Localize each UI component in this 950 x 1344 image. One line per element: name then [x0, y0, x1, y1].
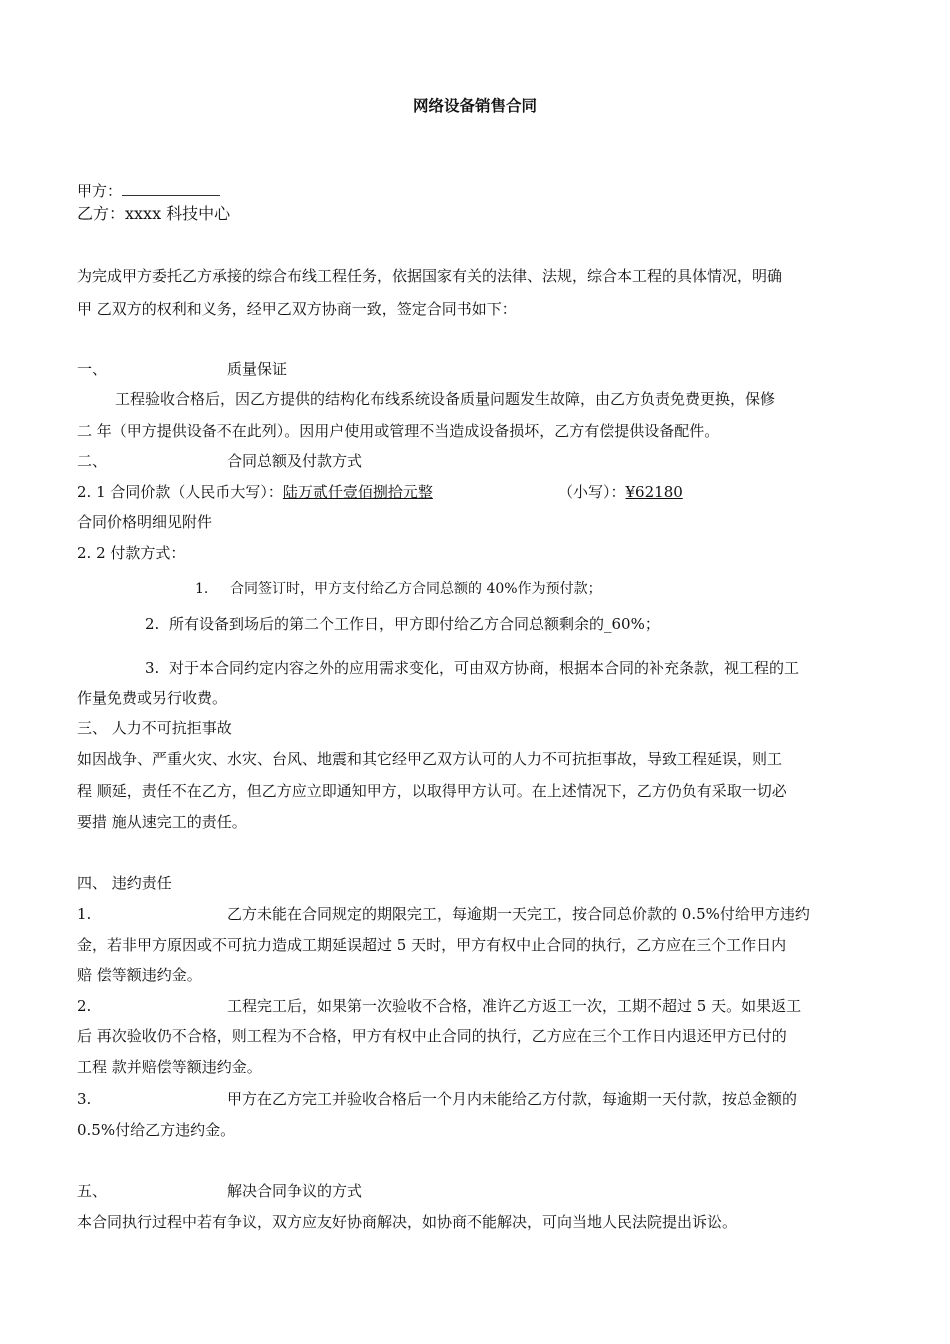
- section-5-heading: 解决合同争议的方式: [227, 1182, 363, 1200]
- section-3-line-3: 要措 施从速完工的责任。: [77, 813, 247, 831]
- payment-item-2: 所有设备到场后的第二个工作日，甲方即付给乙方合同总额剩余的_60%；: [169, 615, 660, 633]
- clause-2-line-2: 后 再次验收仍不合格，则工程为不合格，甲方有权中止合同的执行，乙方应在三个工作日内退还甲方已付的: [77, 1027, 787, 1045]
- clause-3-line-1: 甲方在乙方完工并验收合格后一个月内未能给乙方付款，每逾期一天付款，按总金额的: [227, 1090, 798, 1108]
- payment-item-2-number: 2.: [145, 615, 160, 633]
- payment-item-3-line-2: 作量免费或另行收费。: [77, 689, 228, 707]
- document-title: 网络设备销售合同: [412, 97, 537, 115]
- section-1-heading: 质量保证: [227, 360, 288, 378]
- price-small-label: （小写）：: [558, 483, 626, 501]
- clause-3-number: 3.: [77, 1090, 92, 1108]
- payment-item-1: 合同签订时，甲方支付给乙方合同总额的 40%作为预付款；: [230, 581, 602, 597]
- payment-item-3-number: 3.: [145, 659, 160, 677]
- section-1-line-2: 二 年（甲方提供设备不在此列）。因用户使用或管理不当造成设备损坏，乙方有偿提供设备配件。: [77, 422, 720, 440]
- section-5-number: 五、: [77, 1182, 108, 1200]
- party-a-blank: [122, 181, 220, 196]
- section-2-number: 二、: [77, 452, 108, 470]
- price-lower: ¥62180: [625, 483, 683, 501]
- section-4-heading: 四、 违约责任: [77, 874, 172, 892]
- payment-item-1-number: 1.: [195, 581, 209, 597]
- party-b: 乙方：xxxx 科技中心: [77, 204, 231, 223]
- intro-line-2: 甲 乙双方的权利和义务，经甲乙双方协商一致，签定合同书如下：: [77, 300, 517, 318]
- section-3-heading: 三、 人力不可抗拒事故: [77, 719, 232, 737]
- intro-line-1: 为完成甲方委托乙方承接的综合布线工程任务，依据国家有关的法律、法规，综合本工程的具体情况，明确: [77, 267, 783, 285]
- payment-title: 2. 2 付款方式：: [77, 544, 186, 562]
- contract-price-line: [77, 482, 433, 502]
- section-3-line-1: 如因战争、严重火灾、水灾、台风、地震和其它经甲乙双方认可的人力不可抗拒事故，导致工程延误，则工: [77, 750, 783, 768]
- section-1-line-1: 工程验收合格后，因乙方提供的结构化布线系统设备质量问题发生故障，由乙方负责免费更换，保修: [115, 390, 776, 408]
- clause-2-line-1: 工程完工后，如果第一次验收不合格，准许乙方返工一次，工期不超过 5 天。如果返工: [227, 997, 802, 1015]
- price-prefix: 2. 1 合同价款（人民币大写）：: [77, 483, 283, 501]
- price-small-line: [558, 482, 683, 502]
- clause-1-number: 1.: [77, 905, 92, 923]
- party-a-line: [77, 181, 220, 201]
- clause-2-line-3: 工程 款并赔偿等额违约金。: [77, 1058, 262, 1076]
- section-1-number: 一、: [77, 360, 108, 378]
- payment-item-3-line-1: 对于本合同约定内容之外的应用需求变化，可由双方协商，根据本合同的补充条款，视工程的工: [169, 659, 800, 677]
- section-5-line: 本合同执行过程中若有争议，双方应友好协商解决，如协商不能解决，可向当地人民法院提出诉讼。: [77, 1213, 738, 1231]
- clause-2-number: 2.: [77, 997, 92, 1015]
- price-note: 合同价格明细见附件: [77, 513, 213, 531]
- party-a-label: 甲方：: [77, 182, 123, 200]
- clause-1-line-2: 金，若非甲方原因或不可抗力造成工期延误超过 5 天时，甲方有权中止合同的执行，乙方应在三个工作日内: [77, 936, 787, 954]
- price-upper: 陆万贰仟壹佰捌拾元整: [282, 483, 433, 501]
- clause-3-line-2: 0.5%付给乙方违约金。: [77, 1121, 236, 1139]
- clause-1-line-3: 赔 偿等额违约金。: [77, 966, 202, 984]
- section-2-heading: 合同总额及付款方式: [227, 452, 363, 470]
- clause-1-line-1: 乙方未能在合同规定的期限完工，每逾期一天完工，按合同总价款的 0.5%付给甲方违约: [227, 905, 810, 923]
- section-3-line-2: 程 顺延，责任不在乙方，但乙方应立即通知甲方，以取得甲方认可。在上述情况下，乙方仍负有采取一切必: [77, 782, 787, 800]
